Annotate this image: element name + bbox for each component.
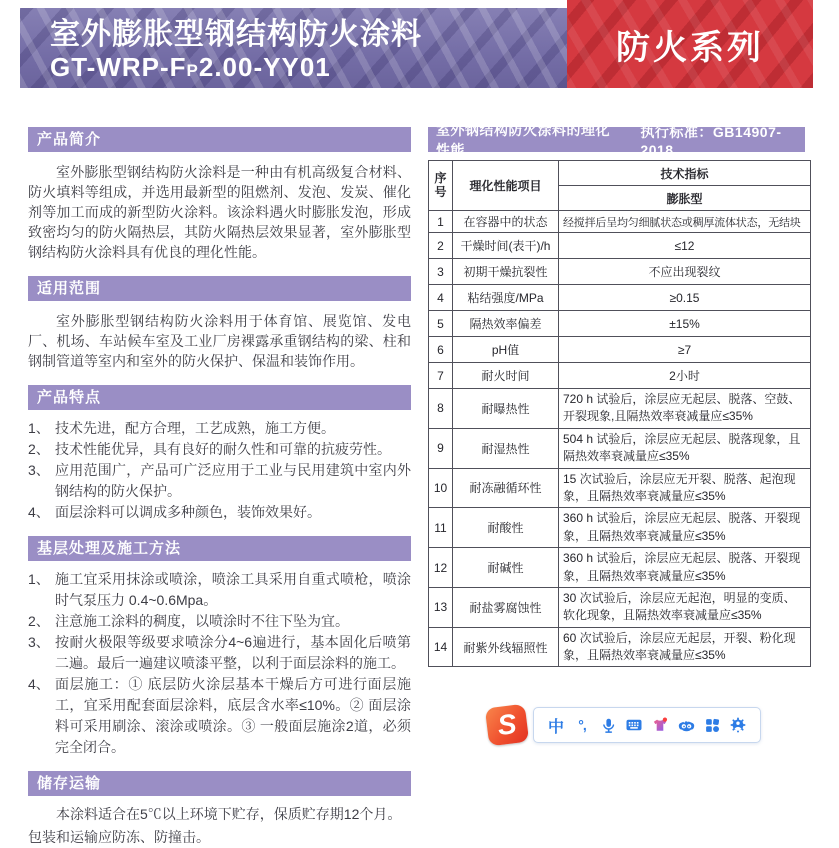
intro-paragraph: 室外膨胀型钢结构防火涂料是一种由有机高级复合材料、防火填料等组成，并选用最新型的阻燃剂、发泡、发炭、催化剂等加工而成的新型防火涂料。该涂料遇火时膨胀发泡，形成致密均匀的防火隔热层，其防火隔热层效果显著，室外膨胀型钢结构防火涂料具有优良的理化性能。 [28,164,411,260]
row-no: 13 [429,587,453,627]
section-header-storage: 储存运输 [28,771,411,796]
table-title-bar [428,121,805,158]
row-item: 耐冻融循环性 [453,468,559,508]
col-header-tech: 技术指标 [559,161,811,186]
storage-line-1: 本涂料适合在5℃以上环境下贮存，保质贮存期12个月。 [56,806,402,822]
row-value: 2小时 [559,363,811,389]
row-value: 504 h 试验后，涂层应无起层、脱落现象，且隔热效率衰减量应≤35% [559,428,811,468]
row-no: 9 [429,428,453,468]
row-value: 720 h 试验后，涂层应无起层、脱落、空鼓、开裂现象,且隔热效率衰减量应≤35% [559,389,811,429]
row-item: 耐酸性 [453,508,559,548]
chinese-mode-label: 中 [547,718,564,736]
model-subscript: P [186,61,199,80]
sogou-logo-icon[interactable] [485,704,529,747]
skin-theme-icon[interactable] [647,711,673,739]
product-model [50,52,567,86]
table-header-row [429,161,811,186]
list-item [28,569,411,611]
table-standard: 执行标准：GB14907-2018 [640,123,782,158]
row-no: 14 [429,627,453,667]
row-item: pH值 [453,337,559,363]
row-value: ≤12 [559,233,811,259]
row-no: 7 [429,363,453,389]
section-header-intro: 产品简介 [28,127,411,152]
item-number: 3、 [28,462,50,478]
row-item: 耐碱性 [453,548,559,588]
row-value: 15 次试验后，涂层应无开裂、脱落、起泡现象，且隔热效率衰减量应≤35% [559,468,811,508]
left-column [28,127,411,848]
account-settings-icon[interactable] [725,711,751,739]
row-item: 耐曝热性 [453,389,559,429]
table-row [429,311,811,337]
table-row [429,508,811,548]
item-text: 注意施工涂料的稠度，以喷涂时不往下坠为宜。 [55,613,349,629]
item-text: 技术先进，配方合理，工艺成熟，施工方便。 [55,420,335,436]
row-value: 360 h 试验后，涂层应无起层、脱落、开裂现象，且隔热效率衰减量应≤35% [559,548,811,588]
table-title: 室外钢结构防火涂料的理化性能 [436,121,610,158]
item-text: 按耐火极限等级要求喷涂分4~6遍进行，基本固化后喷第二遍。最后一遍建议喷漆平整，以利于面层涂料的施工。 [55,634,411,671]
col-header-item: 理化性能项目 [453,161,559,211]
row-no: 5 [429,311,453,337]
row-no: 10 [429,468,453,508]
item-number: 2、 [28,441,50,457]
section-header-scope: 适用范围 [28,276,411,301]
row-value: ≥7 [559,337,811,363]
table-row [429,587,811,627]
item-number: 2、 [28,613,50,629]
right-column [428,121,811,667]
table-row [429,468,811,508]
storage-line-2: 包装和运输应防冻、防撞击。 [28,829,210,845]
row-value: ≥0.15 [559,285,811,311]
table-row [429,389,811,429]
table-row [429,285,811,311]
model-prefix: GT-WRP-F [50,52,187,82]
row-no: 3 [429,259,453,285]
list-item [28,611,411,632]
list-item [28,632,411,674]
list-item [28,418,411,439]
row-value: 不应出现裂纹 [559,259,811,285]
header-banner [20,8,567,88]
table-row [429,363,811,389]
table-row [429,211,811,233]
list-item [28,502,411,523]
item-number: 3、 [28,634,50,650]
item-text: 面层施工：① 底层防火涂层基本干燥后方可进行面层施工，宜采用配套面层涂料，底层含水率≤10%。② 面层涂料可采用刷涂、滚涂或喷涂。③ 一般面层施涂2道，必须完全闭合。 [55,676,411,755]
row-item: 耐紫外线辐照性 [453,627,559,667]
row-no: 6 [429,337,453,363]
item-number: 4、 [28,504,50,520]
method-list [28,569,411,758]
row-no: 8 [429,389,453,429]
item-number: 1、 [28,420,50,436]
punctuation-label: °, [578,717,586,733]
row-no: 11 [429,508,453,548]
col-header-type: 膨胀型 [559,186,811,211]
keyboard-icon[interactable] [621,711,647,739]
row-item: 干燥时间(表干)/h [453,233,559,259]
table-row [429,233,811,259]
model-suffix: 2.00-YY01 [198,52,331,82]
ime-toolbar [487,703,761,747]
list-item [28,674,411,758]
section-header-features: 产品特点 [28,385,411,410]
list-item [28,460,411,502]
item-number: 1、 [28,571,50,587]
sogou-logo-letter: S [495,707,519,742]
emoji-icon[interactable] [673,711,699,739]
table-row [429,337,811,363]
features-list [28,418,411,523]
spec-table [428,160,811,667]
product-title: 室外膨胀型钢结构防火涂料 [50,18,422,51]
row-item: 初期干燥抗裂性 [453,259,559,285]
list-item [28,439,411,460]
table-row [429,548,811,588]
table-row [429,627,811,667]
row-value: 60 次试验后，涂层应无起层，开裂、粉化现象，且隔热效率衰减量应≤35% [559,627,811,667]
row-no: 1 [429,211,453,233]
series-badge-label: 防火系列 [616,28,764,67]
row-item: 耐火时间 [453,363,559,389]
toolbox-icon[interactable] [699,711,725,739]
scope-paragraph: 室外膨胀型钢结构防火涂料用于体育馆、展览馆、发电厂、机场、车站候车室及工业厂房裸露承重钢结构的梁、柱和钢制管道等室内和室外的防火保护、保温和装饰作用。 [28,313,411,369]
row-no: 2 [429,233,453,259]
item-number: 4、 [28,676,50,692]
table-row [429,428,811,468]
punctuation-button[interactable] [569,711,595,739]
item-text: 施工宜采用抹涂或喷涂，喷涂工具采用自重式喷枪，喷涂时气泵压力 0.4~0.6Mpa。 [55,571,411,608]
row-value: 经搅拌后呈均匀细腻状态或稠厚流体状态，无结块 [559,211,811,233]
item-text: 面层涂料可以调成多种颜色，装饰效果好。 [55,504,321,520]
section-header-method: 基层处理及施工方法 [28,536,411,561]
item-text: 技术性能优异，具有良好的耐久性和可靠的抗疲劳性。 [55,441,391,457]
ime-button-bar [533,707,761,743]
row-item: 隔热效率偏差 [453,311,559,337]
table-row [429,259,811,285]
item-text: 应用范围广，产品可广泛应用于工业与民用建筑中室内外钢结构的防火保护。 [55,462,411,499]
row-value: 360 h 试验后，涂层应无起层、脱落、开裂现象，且隔热效率衰减量应≤35% [559,508,811,548]
row-value: ±15% [559,311,811,337]
microphone-icon[interactable] [595,711,621,739]
row-value: 30 次试验后，涂层应无起泡，明显的变质、软化现象，且隔热效率衰减量应≤35% [559,587,811,627]
row-no: 12 [429,548,453,588]
col-header-no: 序号 [429,161,453,211]
row-item: 粘结强度/MPa [453,285,559,311]
row-item: 耐湿热性 [453,428,559,468]
row-no: 4 [429,285,453,311]
row-item: 耐盐雾腐蚀性 [453,587,559,627]
row-item: 在容器中的状态 [453,211,559,233]
chinese-mode-button[interactable] [543,711,569,739]
series-badge [567,0,813,88]
